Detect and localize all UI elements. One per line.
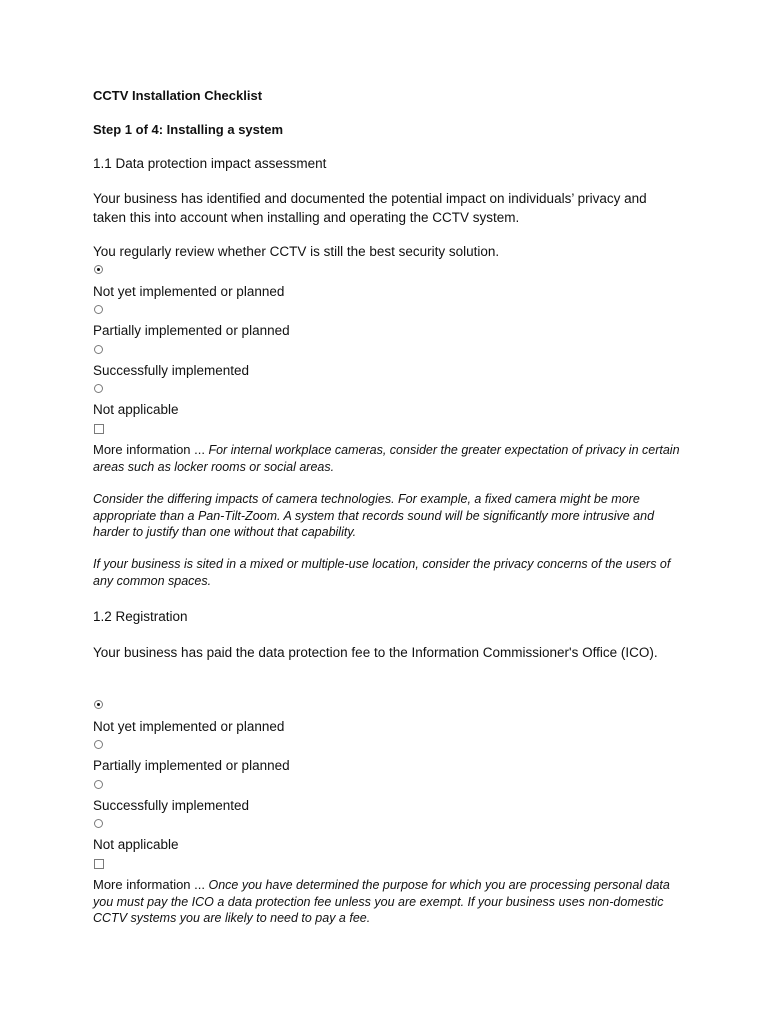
radio-s2-not-yet[interactable] — [94, 700, 103, 709]
more-info-text-s2: Once you have determined the purpose for which you are processing personal data you must pay the ICO a data protection fee unless you are exempt. If your business uses non-domestic CCTV systems you are likely to need to pay a fee. — [93, 878, 670, 925]
checkbox-s1-more-info[interactable] — [94, 424, 104, 434]
option-label-s1-not-yet: Not yet implemented or planned — [93, 284, 285, 299]
section-1-1-paragraph: Your business has identified and documented the potential impact on individuals’ privacy and taken this into account when installing and operating the CCTV system. — [93, 191, 647, 225]
radio-s2-partially[interactable] — [94, 740, 103, 749]
option-label-s2-not-yet: Not yet implemented or planned — [93, 719, 285, 734]
radio-s1-successfully[interactable] — [94, 345, 103, 354]
more-info-label-s1[interactable]: More information ... — [93, 442, 205, 457]
note-camera-technologies: Consider the differing impacts of camera technologies. For example, a fixed camera might be more appropriate than a Pan-Tilt-Zoom. A system that records sound will be significantly more intrusive and harder to justify than one without that capability. — [93, 492, 655, 539]
checkbox-s2-more-info[interactable] — [94, 859, 104, 869]
doc-title: CCTV Installation Checklist — [93, 88, 263, 103]
radio-s1-not-yet[interactable] — [94, 265, 103, 274]
option-label-s1-not-applicable: Not applicable — [93, 402, 179, 417]
radio-s2-not-applicable[interactable] — [94, 819, 103, 828]
option-label-s1-partially: Partially implemented or planned — [93, 323, 290, 338]
more-info-text-s1: For internal workplace cameras, consider the greater expectation of privacy in certain areas such as locker rooms or social areas. — [93, 443, 680, 474]
section-1-1-question: You regularly review whether CCTV is still the best security solution. — [93, 244, 500, 259]
section-heading-1-1: 1.1 Data protection impact assessment — [93, 156, 327, 171]
radio-s2-successfully[interactable] — [94, 780, 103, 789]
note-mixed-use-location: If your business is sited in a mixed or multiple-use location, consider the privacy concerns of the users of any common spaces. — [93, 557, 671, 588]
more-info-label-s2[interactable]: More information ... — [93, 877, 205, 892]
option-label-s2-successfully: Successfully implemented — [93, 798, 250, 813]
radio-s1-partially[interactable] — [94, 305, 103, 314]
step-heading: Step 1 of 4: Installing a system — [93, 122, 283, 137]
section-1-2-paragraph: Your business has paid the data protection fee to the Information Commissioner's Office (ICO). — [93, 645, 658, 660]
option-label-s1-successfully: Successfully implemented — [93, 363, 250, 378]
section-heading-1-2: 1.2 Registration — [93, 609, 188, 624]
option-label-s2-partially: Partially implemented or planned — [93, 758, 290, 773]
more-info-s1 — [93, 442, 683, 475]
radio-s1-not-applicable[interactable] — [94, 384, 103, 393]
option-label-s2-not-applicable: Not applicable — [93, 837, 179, 852]
more-info-s2 — [93, 877, 683, 927]
